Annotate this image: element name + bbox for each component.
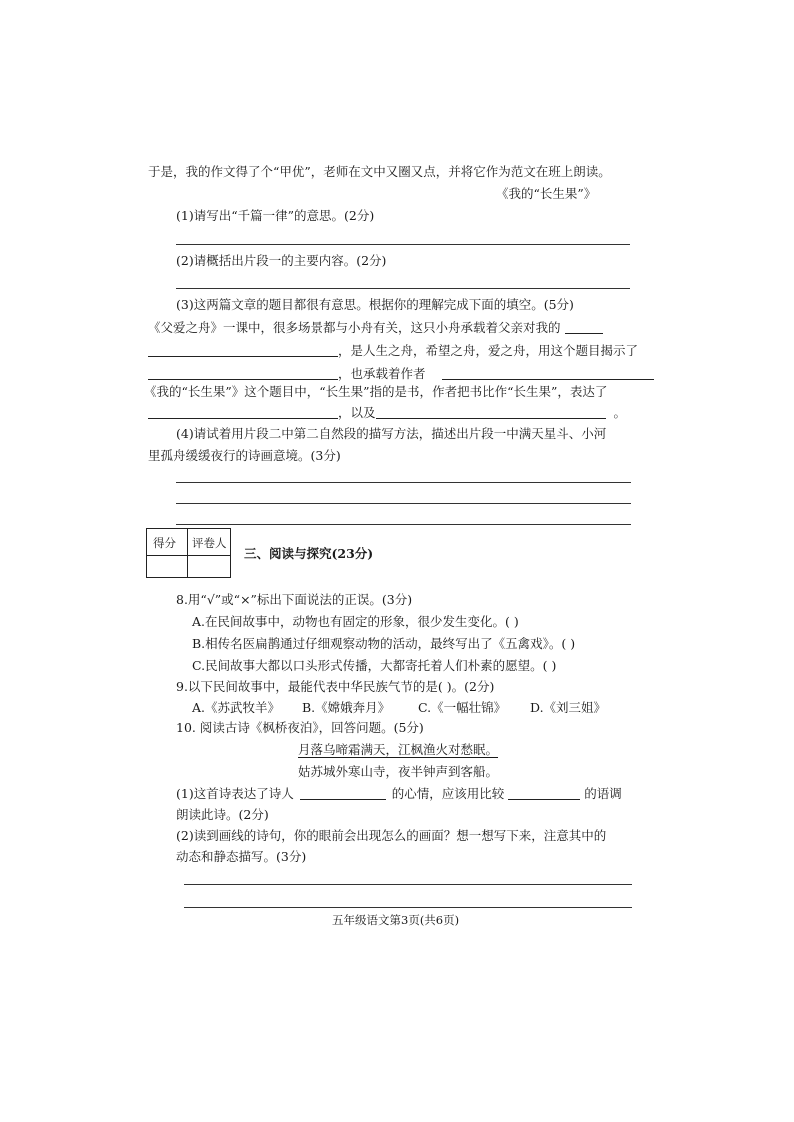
answer-line-q4-3[interactable] [176, 524, 631, 525]
fill-blank-q3-3[interactable] [148, 367, 338, 380]
question-3-text-a: 《父爱之舟》一课中，很多场景都与小舟有关，这只小舟承载着父亲对我的 [148, 320, 561, 335]
answer-line-q4-1[interactable] [176, 482, 631, 483]
question-10-1 [176, 786, 622, 802]
question-3-line-b [148, 343, 638, 359]
question-10-1-text-a: (1)这首诗表达了诗人 [176, 786, 294, 801]
question-8-option-c: C.民间故事大都以口头形式传播，大都寄托着人们朴素的愿望。( ) [192, 658, 557, 673]
passage-ending: 于是，我的作文得了个“甲优”，老师在文中又圈又点，并将它作为范文在班上朗读。 [148, 164, 611, 179]
score-box-divider-v [187, 529, 188, 577]
fill-blank-q3-5[interactable] [148, 406, 338, 419]
question-10-2-line-b: 动态和静态描写。(3分) [176, 849, 307, 864]
question-10-1-text-b: 的心情，应该用比较 [391, 786, 505, 801]
question-9-option-c: C.《一幅壮锦》 [418, 700, 507, 715]
score-box-divider-h [147, 555, 230, 556]
question-8-option-b: B.相传名医扁鹊通过仔细观察动物的活动，最终写出了《五禽戏》。( ) [192, 636, 576, 651]
question-9-option-b: B.《嫦娥奔月》 [302, 700, 391, 715]
grader-label: 评卷人 [192, 536, 227, 550]
question-3-text-e: ，以及 [338, 405, 376, 420]
poem-line-2: 姑苏城外寒山寺，夜半钟声到客船。 [298, 764, 499, 779]
question-3: (3)这两篇文章的题目都很有意思。根据你的理解完成下面的填空。(5分) [176, 297, 574, 312]
answer-line-q10-2[interactable] [184, 907, 632, 908]
question-9-option-a: A.《苏武牧羊》 [192, 700, 281, 715]
question-3-line-c [148, 366, 654, 382]
question-3-text-c: ，也承载着作者 [338, 366, 426, 381]
question-3-line-e [148, 405, 626, 421]
question-3-line-a [148, 320, 603, 336]
fill-blank-q3-4[interactable] [442, 367, 654, 380]
question-9-option-d: D.《刘三姐》 [530, 700, 607, 715]
question-3-line-d: 《我的“长生果”》这个题目中，“长生果”指的是书，作者把书比作“长生果”，表达了 [144, 384, 608, 399]
page-footer: 五年级语文第3页(共6页) [332, 913, 460, 927]
answer-line-q2[interactable] [176, 288, 630, 289]
question-10-1-text-c: 的语调 [584, 786, 622, 801]
fill-blank-q10-1[interactable] [300, 787, 386, 800]
passage-source: 《我的“长生果”》 [496, 186, 597, 201]
question-2: (2)请概括出片段一的主要内容。(2分) [176, 253, 387, 268]
answer-line-q4-2[interactable] [176, 503, 631, 504]
question-3-text-b: ，是人生之舟，希望之舟，爱之舟，用这个题目揭示了 [338, 343, 639, 358]
score-label: 得分 [153, 536, 176, 550]
fill-blank-q3-2[interactable] [148, 344, 338, 357]
question-10-1-line-2: 朗读此诗。(2分) [176, 807, 269, 822]
fill-blank-q10-2[interactable] [508, 787, 580, 800]
question-4-line-b: 里孤舟缓缓夜行的诗画意境。(3分) [148, 448, 341, 463]
question-1: (1)请写出“千篇一律”的意思。(2分) [176, 208, 375, 223]
answer-line-q10-1[interactable] [184, 884, 632, 885]
question-9: 9.以下民间故事中，最能代表中华民族气节的是( )。(2分) [176, 679, 495, 694]
score-box [146, 528, 231, 578]
section-title: 三、阅读与探究(23分) [244, 546, 374, 561]
poem-line-1: 月落乌啼霜满天，江枫渔火对愁眠。 [298, 742, 499, 757]
question-3-period: 。 [613, 405, 627, 420]
fill-blank-q3-1[interactable] [565, 321, 603, 334]
fill-blank-q3-6[interactable] [376, 406, 606, 419]
question-4-line-a: (4)请试着用片段二中第二自然段的描写方法，描述出片段一中满天星斗、小河 [176, 426, 607, 441]
answer-line-q1[interactable] [176, 244, 630, 245]
question-10-2-line-a: (2)读到画线的诗句，你的眼前会出现怎么的画面？想一想写下来，注意其中的 [176, 828, 607, 843]
question-8: 8.用“√”或“×”标出下面说法的正误。(3分) [176, 592, 413, 607]
question-10: 10. 阅读古诗《枫桥夜泊》，回答问题。(5分) [176, 720, 424, 735]
question-8-option-a: A.在民间故事中，动物也有固定的形象，很少发生变化。( ) [192, 614, 519, 629]
